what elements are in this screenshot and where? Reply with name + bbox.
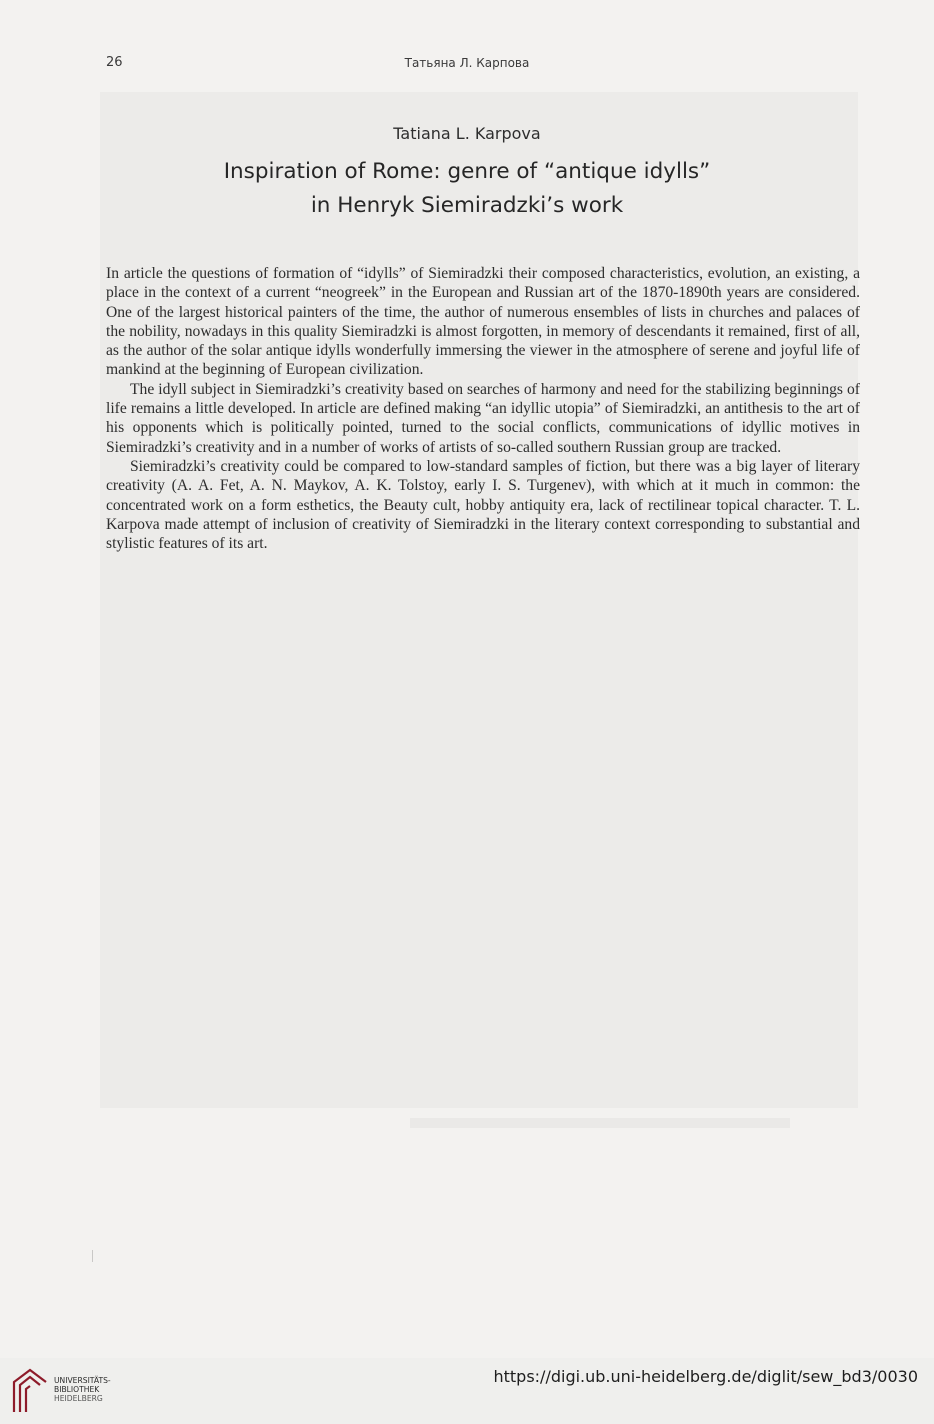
page-number: 26: [106, 55, 123, 70]
article-title: [0, 155, 934, 223]
article-title-line-1: Inspiration of Rome: genre of “antique idylls”: [223, 159, 711, 184]
article-author: Tatiana L. Karpova: [393, 124, 541, 143]
abstract-body: [106, 264, 860, 553]
running-head: [0, 52, 934, 72]
show-through-image: [100, 92, 858, 1108]
running-title: Татьяна Л. Карпова: [404, 56, 530, 70]
permalink-url[interactable]: https://digi.ub.uni-heidelberg.de/diglit/sew_bd3/0030: [493, 1367, 918, 1386]
library-logo-icon: [10, 1366, 50, 1414]
page-edge-mark: [92, 1250, 93, 1262]
abstract-paragraph-2: The idyll subject in Siemiradzki’s creativity based on searches of harmony and need for the stabilizing beginnings of life remains a little developed. In article are defined making “an idyllic utopia” of Siemiradzki, an antithesis to the art of his opponents which is politically pointed, turned to the social conflicts, communications of idyllic motives in Siemiradzki’s creativity and in a number of works of artists of so-called southern Russian group are tracked.: [106, 380, 860, 456]
abstract-paragraph-1: In article the questions of formation of “idylls” of Siemiradzki their composed characteristics, evolution, an existing, a place in the context of a current “neogreek” in the European and Russian art of the 1870-1890th years are considered. One of the largest historical painters of the time, the author of numerous ensembles of lists in churches and palaces of the nobility, nowadays in this quality Siemiradzki is almost forgotten, in memory of descendants it remained, first of all, as the author of the solar antique idylls wonderfully immersing the viewer in the atmosphere of serene and joyful life of mankind at the beginning of European civilization.: [106, 265, 860, 379]
show-through-caption: [410, 1118, 790, 1128]
library-name-line-1: UNIVERSITÄTS-: [54, 1376, 111, 1385]
library-name-line-2: BIBLIOTHEK: [54, 1385, 100, 1394]
library-name-line-3: HEIDELBERG: [54, 1394, 103, 1403]
article-title-line-2: in Henryk Siemiradzki’s work: [310, 193, 624, 218]
library-name: [54, 1376, 111, 1403]
abstract-paragraph-3: Siemiradzki’s creativity could be compared to low-standard samples of fiction, but there was a big layer of literary creativity (A. A. Fet, A. N. Maykov, A. K. Tolstoy, early I. S. Turgenev), with which at it much in common: the concentrated work on a form esthetics, the Beauty cult, hobby antiquity era, lack of rectilinear topical character. T. L. Karpova made attempt of inclusion of creativity of Siemiradzki in the literary context corresponding to substantial and stylistic features of its art.: [106, 457, 860, 553]
